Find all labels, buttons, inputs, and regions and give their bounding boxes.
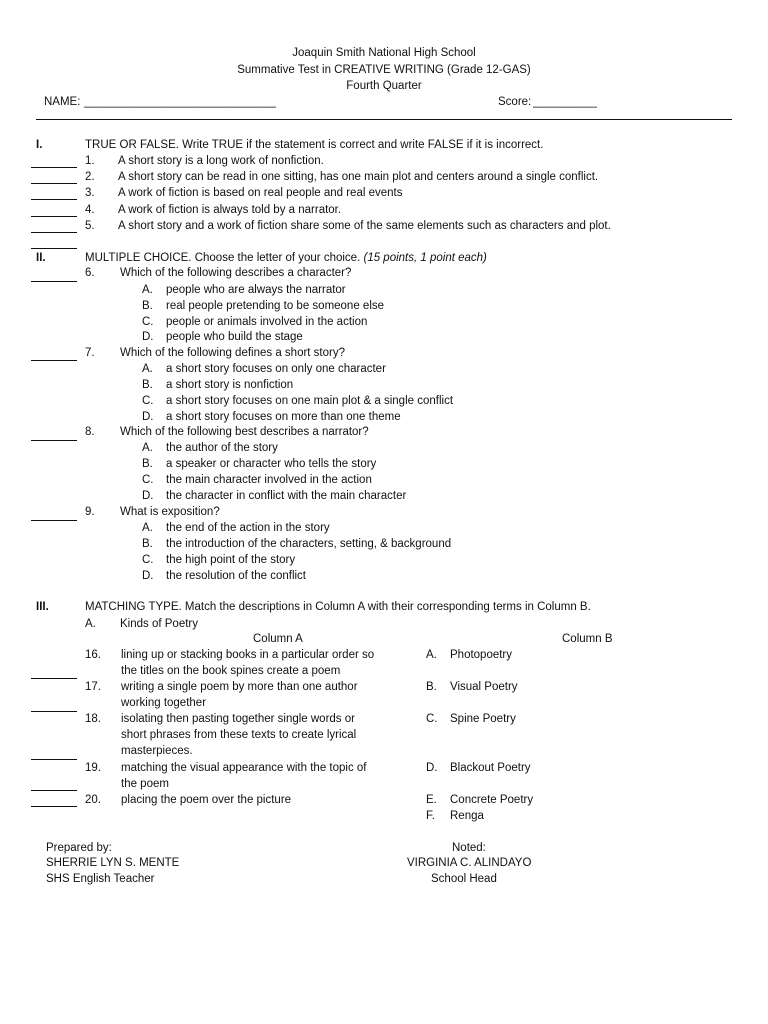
item-line: lining up or stacking books in a particular order so — [121, 649, 375, 661]
item-line: placing the poem over the picture — [121, 794, 292, 806]
answer-blank — [31, 216, 77, 217]
name-field: ______________________________ — [84, 96, 276, 108]
option-letter: F. — [426, 810, 435, 822]
choice-text: the introduction of the characters, setting, & background — [166, 538, 452, 550]
choice-letter: A. — [142, 284, 153, 296]
choice-letter: B. — [142, 379, 153, 391]
choice-text: people who build the stage — [166, 331, 303, 343]
preparer-title: SHS English Teacher — [46, 873, 155, 885]
choice-letter: C. — [142, 395, 154, 407]
noted-label: Noted: — [452, 842, 486, 854]
item-number: 20. — [85, 794, 101, 806]
score-field: __________ — [533, 96, 597, 108]
answer-blank — [31, 199, 77, 200]
section2-heading — [85, 251, 487, 265]
item-line: masterpieces. — [121, 745, 193, 757]
choice-text: real people pretending to be someone else — [166, 300, 385, 312]
choice-letter: B. — [142, 458, 153, 470]
section3-heading — [85, 600, 591, 614]
choice-letter: A. — [142, 363, 153, 375]
choice-text: the end of the action in the story — [166, 522, 330, 534]
item-text: A short story is a long work of nonfiction. — [118, 155, 324, 167]
option-letter: A. — [426, 649, 437, 661]
choice-letter: D. — [142, 411, 154, 423]
item-number: 2. — [85, 171, 95, 183]
question-text: Which of the following best describes a narrator? — [120, 426, 369, 438]
quarter: Fourth Quarter — [346, 80, 422, 92]
choice-letter: C. — [142, 554, 154, 566]
question-number: 8. — [85, 426, 95, 438]
item-number: 4. — [85, 204, 95, 216]
answer-blank — [31, 806, 77, 807]
choice-text: people who are always the narrator — [166, 284, 346, 296]
answer-blank — [31, 678, 77, 679]
item-number: 17. — [85, 681, 101, 693]
noter-name: VIRGINIA C. ALINDAYO — [407, 857, 532, 869]
section1-title: TRUE OR FALSE. — [85, 139, 179, 151]
option-text: Spine Poetry — [450, 713, 516, 725]
section3-numeral: III. — [36, 601, 49, 613]
column-b-header: Column B — [562, 633, 613, 645]
choice-letter: B. — [142, 538, 153, 550]
answer-blank — [31, 183, 77, 184]
item-text: A work of fiction is based on real people and real events — [118, 187, 403, 199]
question-number: 9. — [85, 506, 95, 518]
question-number: 7. — [85, 347, 95, 359]
question-text: Which of the following defines a short story? — [120, 347, 346, 359]
question-text: Which of the following describes a character? — [120, 267, 352, 279]
choice-text: the main character involved in the action — [166, 474, 372, 486]
answer-blank — [31, 759, 77, 760]
choice-text: the character in conflict with the main character — [166, 490, 407, 502]
answer-blank — [31, 281, 77, 282]
section2-numeral: II. — [36, 252, 46, 264]
question-number: 6. — [85, 267, 95, 279]
item-line: working together — [121, 697, 207, 709]
choice-text: the high point of the story — [166, 554, 296, 566]
choice-text: a short story focuses on more than one theme — [166, 411, 401, 423]
test-title: Summative Test in CREATIVE WRITING (Grade 12-GAS) — [237, 64, 531, 76]
option-letter: B. — [426, 681, 437, 693]
choice-text: a short story focuses on one main plot & a single conflict — [166, 395, 454, 407]
item-number: 19. — [85, 762, 101, 774]
choice-letter: C. — [142, 316, 154, 328]
header-divider — [36, 119, 732, 120]
item-text: A short story can be read in one sitting, has one main plot and centers around a single conflict. — [118, 171, 599, 183]
answer-blank — [31, 440, 77, 441]
section3-title: MATCHING TYPE. — [85, 601, 182, 613]
choice-letter: B. — [142, 300, 153, 312]
name-label: NAME: — [44, 96, 81, 108]
item-text: A short story and a work of fiction share some of the same elements such as characters and plot. — [118, 220, 611, 232]
answer-blank — [31, 248, 77, 249]
option-text: Concrete Poetry — [450, 794, 534, 806]
item-number: 1. — [85, 155, 95, 167]
score-label: Score: — [498, 96, 532, 108]
choice-text: a speaker or character who tells the story — [166, 458, 377, 470]
column-a-header: Column A — [253, 633, 303, 645]
choice-letter: A. — [142, 522, 153, 534]
choice-text: a short story is nonfiction — [166, 379, 294, 391]
answer-blank — [31, 232, 77, 233]
item-line: writing a single poem by more than one author — [121, 681, 358, 693]
section1-numeral: I. — [36, 139, 43, 151]
item-number: 5. — [85, 220, 95, 232]
item-number: 3. — [85, 187, 95, 199]
subsection-letter: A. — [85, 618, 96, 630]
item-line: isolating then pasting together single words or — [121, 713, 355, 725]
answer-blank — [31, 360, 77, 361]
answer-blank — [31, 520, 77, 521]
section2-title: MULTIPLE CHOICE. — [85, 252, 192, 264]
question-text: What is exposition? — [120, 506, 220, 518]
item-line: the poem — [121, 778, 169, 790]
choice-text: the resolution of the conflict — [166, 570, 306, 582]
answer-blank — [31, 167, 77, 168]
section3-instruction: Match the descriptions in Column A with their corresponding terms in Column B. — [184, 601, 591, 613]
item-number: 16. — [85, 649, 101, 661]
subsection-title: Kinds of Poetry — [120, 618, 198, 630]
choice-letter: D. — [142, 570, 154, 582]
preparer-name: SHERRIE LYN S. MENTE — [46, 857, 180, 869]
item-number: 18. — [85, 713, 101, 725]
section2-instruction: Choose the letter of your choice. — [194, 252, 361, 264]
noter-title: School Head — [431, 873, 497, 885]
section2-points: (15 points, 1 point each) — [363, 252, 487, 264]
option-letter: E. — [426, 794, 437, 806]
item-line: matching the visual appearance with the topic of — [121, 762, 367, 774]
section1-heading — [85, 138, 543, 152]
option-text: Photopoetry — [450, 649, 513, 661]
item-line: short phrases from these texts to create lyrical — [121, 729, 357, 741]
option-text: Renga — [450, 810, 484, 822]
option-text: Visual Poetry — [450, 681, 518, 693]
answer-blank — [31, 790, 77, 791]
item-line: the titles on the book spines create a poem — [121, 665, 341, 677]
choice-letter: D. — [142, 331, 154, 343]
choice-letter: D. — [142, 490, 154, 502]
school-name: Joaquin Smith National High School — [292, 47, 476, 59]
choice-letter: A. — [142, 442, 153, 454]
answer-blank — [31, 711, 77, 712]
option-letter: C. — [426, 713, 438, 725]
choice-letter: C. — [142, 474, 154, 486]
option-letter: D. — [426, 762, 438, 774]
choice-text: a short story focuses on only one character — [166, 363, 386, 375]
section1-instruction: Write TRUE if the statement is correct and write FALSE if it is incorrect. — [182, 139, 544, 151]
item-text: A work of fiction is always told by a narrator. — [118, 204, 342, 216]
choice-text: the author of the story — [166, 442, 278, 454]
choice-text: people or animals involved in the action — [166, 316, 368, 328]
option-text: Blackout Poetry — [450, 762, 531, 774]
prepared-by-label: Prepared by: — [46, 842, 112, 854]
